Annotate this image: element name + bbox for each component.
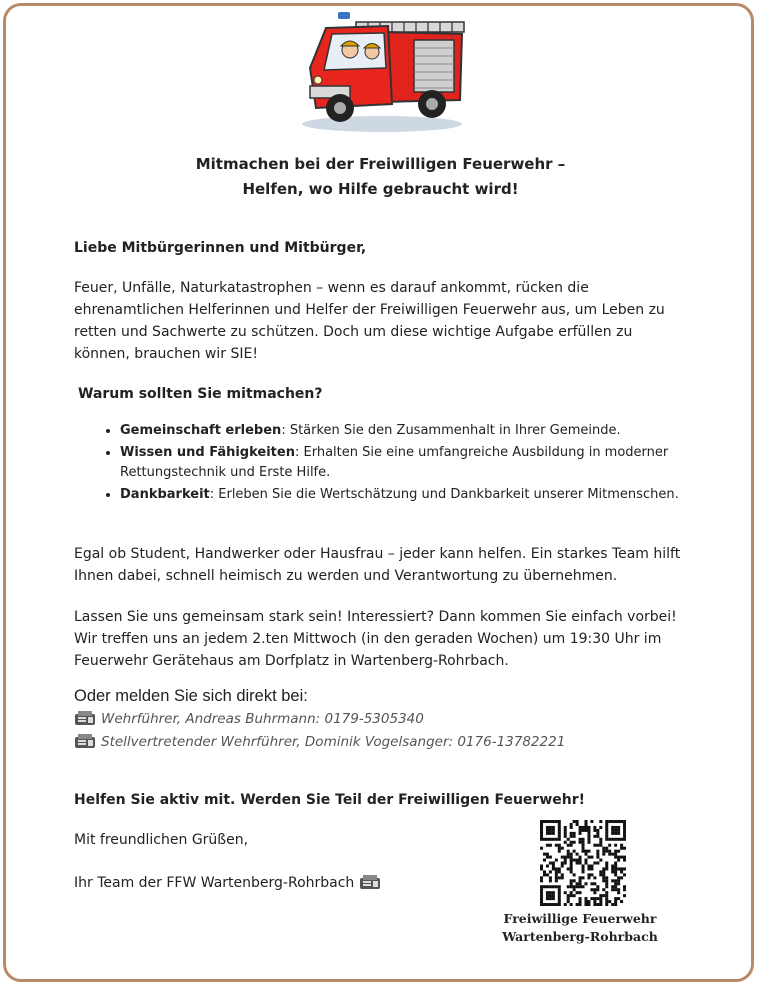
contact-item [74,710,424,727]
bullet-text: : Stärken Sie den Zusammenhalt in Ihrer Gemeinde. [281,423,621,438]
fax-phone-icon [74,710,96,726]
fax-phone-icon [359,874,381,890]
intro-paragraph: Feuer, Unfälle, Naturkatastrophen – wenn es darauf ankommt, rücken die ehrenamtlichen Helferinnen und Helfer der Freiwilligen Feuerwehr aus, um Leben zu retten und Sachwerte zu schützen. Doch um diese wichtige Aufgabe erfüllen zu können, brauchen wir SIE! [74,280,665,362]
fire-truck-illustration [296,8,468,136]
signature-line-2: Wartenberg-Rohrbach [502,929,658,944]
bullet-title: Dankbarkeit [120,486,210,502]
closing: Mit freundlichen Grüßen, [74,832,249,848]
title-line-1: Mitmachen bei der Freiwilligen Feuerwehr – [195,155,566,173]
signature-line-1: Freiwillige Feuerwehr [503,911,657,926]
team-paragraph: Egal ob Student, Handwerker oder Hausfrau – jeder kann helfen. Ein starkes Team hilft Ihnen dabei, schnell heimisch zu werden und Verantwortung zu übernehmen. [74,546,681,584]
contact-text: Stellvertretender Wehrführer, Dominik Vogelsanger: 0176-13782221 [101,734,566,750]
invite-paragraph: Lassen Sie uns gemeinsam stark sein! Interessiert? Dann kommen Sie einfach vorbei! Wir treffen uns an jedem 2.ten Mittwoch (in den geraden Wochen) um 19:30 Uhr im Feuerwehr Gerätehaus am Dorfplatz in Wartenberg-Rohrbach. [74,609,677,669]
bullet-text: : Erleben Sie die Wertschätzung und Dankbarkeit unserer Mitmenschen. [209,486,679,502]
why-heading: Warum sollten Sie mitmachen? [78,386,323,402]
qr-code[interactable] [540,820,626,906]
contact-text: Wehrführer, Andreas Buhrmann: 0179-5305340 [101,711,424,727]
bullet-title: Wissen und Fähigkeiten [120,444,295,460]
list-item [120,443,710,484]
salutation: Liebe Mitbürgerinnen und Mitbürger, [74,240,367,256]
signoff-text: Ihr Team der FFW Wartenberg-Rohrbach [74,875,355,891]
list-item [120,485,710,506]
bullet-title: Gemeinschaft erleben [120,423,282,438]
bullet-text: : Erhalten Sie eine umfangreiche Ausbildung in moderner Rettungstechnik und Erste Hilfe. [120,444,669,480]
contact-heading: Oder melden Sie sich direkt bei: [74,687,308,705]
fax-phone-icon [74,733,96,749]
list-item [120,421,710,442]
call-to-action: Helfen Sie aktiv mit. Werden Sie Teil der Freiwilligen Feuerwehr! [74,792,586,808]
title-line-2: Helfen, wo Hilfe gebraucht wird! [242,180,519,198]
benefits-list [92,421,710,506]
contact-item [74,733,565,750]
page-title [0,152,761,202]
